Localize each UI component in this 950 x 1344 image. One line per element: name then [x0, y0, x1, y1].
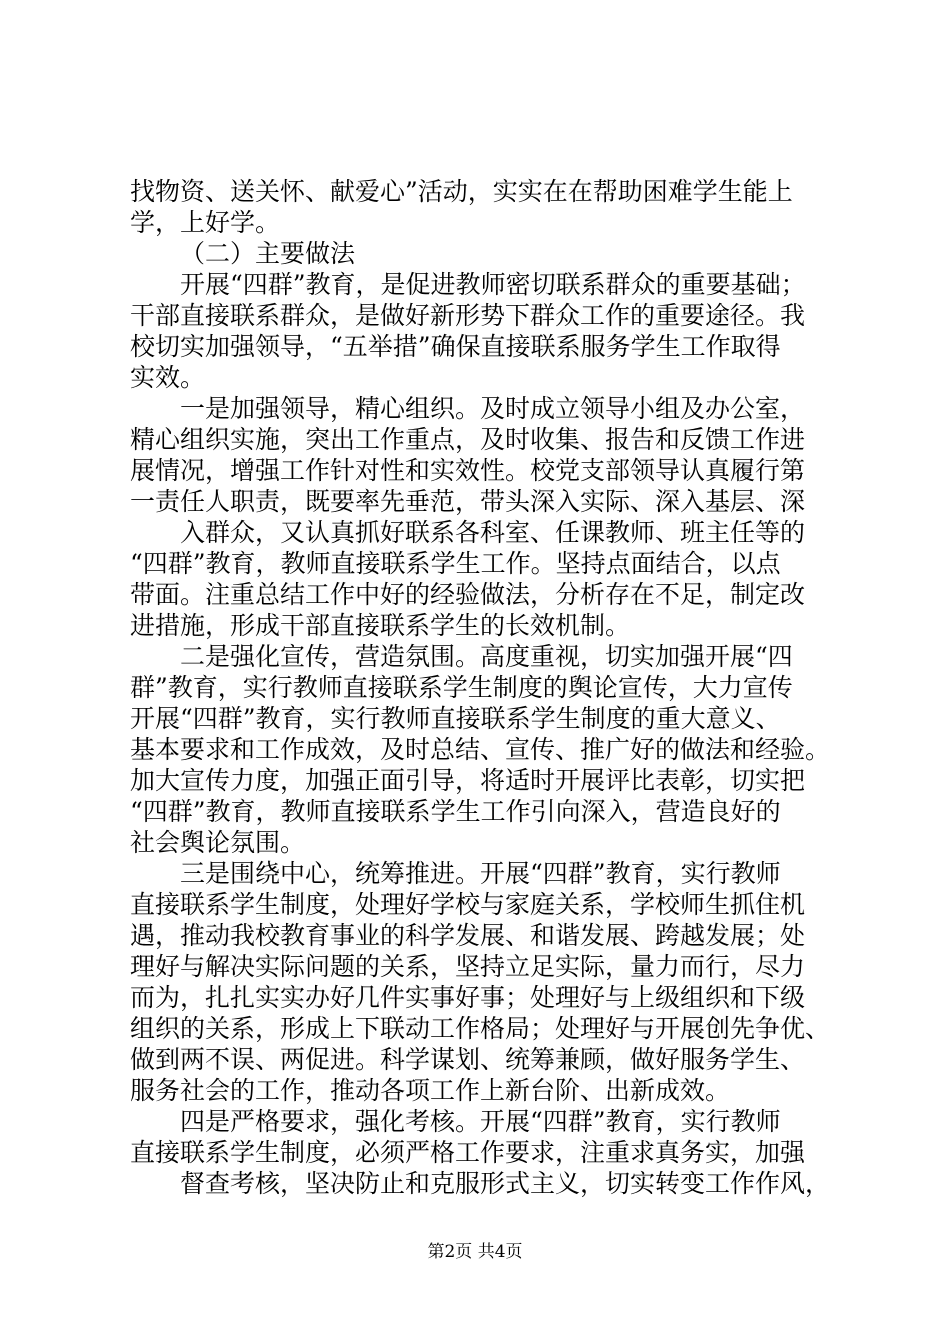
text-line: 找物资、送关怀、献爱心”活动，实实在在帮助困难学生能上 — [130, 177, 793, 206]
text-line: 干部直接联系群众，是做好新形势下群众工作的重要途径。我 — [130, 301, 806, 330]
text-line: 服务社会的工作，推动各项工作上新台阶、出新成效。 — [130, 1076, 731, 1105]
text-line: 入群众，又认真抓好联系各科室、任课教师、班主任等的 — [180, 518, 806, 547]
text-line: 二是强化宣传，营造氛围。高度重视，切实加强开展“四 — [180, 642, 793, 671]
text-line: 督查考核，坚决防止和克服形式主义，切实转变工作作风， — [180, 1169, 830, 1198]
text-line: 直接联系学生制度，处理好学校与家庭关系，学校师生抓住机 — [130, 890, 806, 919]
section-heading: （二）主要做法 — [180, 239, 356, 268]
text-line: 开展“四群”教育，实行教师直接联系学生制度的重大意义、 — [130, 704, 781, 733]
text-line: 学，上好学。 — [130, 208, 281, 237]
text-line: 遇，推动我校教育事业的科学发展、和谐发展、跨越发展；处 — [130, 921, 806, 950]
page-footer: 第2页 共4页 — [427, 1242, 523, 1262]
text-line: 进措施，形成干部直接联系学生的长效机制。 — [130, 611, 631, 640]
text-line: 实效。 — [130, 363, 206, 392]
text-line: 理好与解决实际问题的关系，坚持立足实际，量力而行，尽力 — [130, 952, 806, 981]
text-line: 带面。注重总结工作中好的经验做法，分析存在不足，制定改 — [130, 580, 806, 609]
text-line: 一责任人职责，既要率先垂范，带头深入实际、深入基层、深 — [130, 487, 806, 516]
text-line: 基本要求和工作成效，及时总结、宣传、推广好的做法和经验。 — [130, 735, 830, 764]
text-line: 加大宣传力度，加强正面引导，将适时开展评比表彰，切实把 — [130, 766, 806, 795]
text-line: 社会舆论氛围。 — [130, 828, 306, 857]
text-line: 直接联系学生制度，必须严格工作要求，注重求真务实，加强 — [130, 1138, 806, 1167]
text-line: 四是严格要求，强化考核。开展“四群”教育，实行教师 — [180, 1107, 781, 1136]
text-line: 群”教育，实行教师直接联系学生制度的舆论宣传，大力宣传 — [130, 673, 793, 702]
text-line: “四群”教育，教师直接联系学生工作。坚持点面结合，以点 — [130, 549, 781, 578]
text-line: 开展“四群”教育，是促进教师密切联系群众的重要基础； — [180, 270, 806, 299]
text-line: 校切实加强领导，“五举措”确保直接联系服务学生工作取得 — [130, 332, 781, 361]
text-line: “四群”教育，教师直接联系学生工作引向深入，营造良好的 — [130, 797, 781, 826]
text-line: 精心组织实施，突出工作重点，及时收集、报告和反馈工作进 — [130, 425, 806, 454]
text-line: 三是围绕中心，统筹推进。开展“四群”教育，实行教师 — [180, 859, 781, 888]
text-line: 展情况，增强工作针对性和实效性。校党支部领导认真履行第 — [130, 456, 806, 485]
text-line: 做到两不误、两促进。科学谋划、统筹兼顾，做好服务学生、 — [130, 1045, 806, 1074]
text-line: 一是加强领导，精心组织。及时成立领导小组及办公室， — [180, 394, 806, 423]
text-line: 组织的关系，形成上下联动工作格局；处理好与开展创先争优、 — [130, 1014, 830, 1043]
text-line: 而为，扎扎实实办好几件实事好事；处理好与上级组织和下级 — [130, 983, 806, 1012]
